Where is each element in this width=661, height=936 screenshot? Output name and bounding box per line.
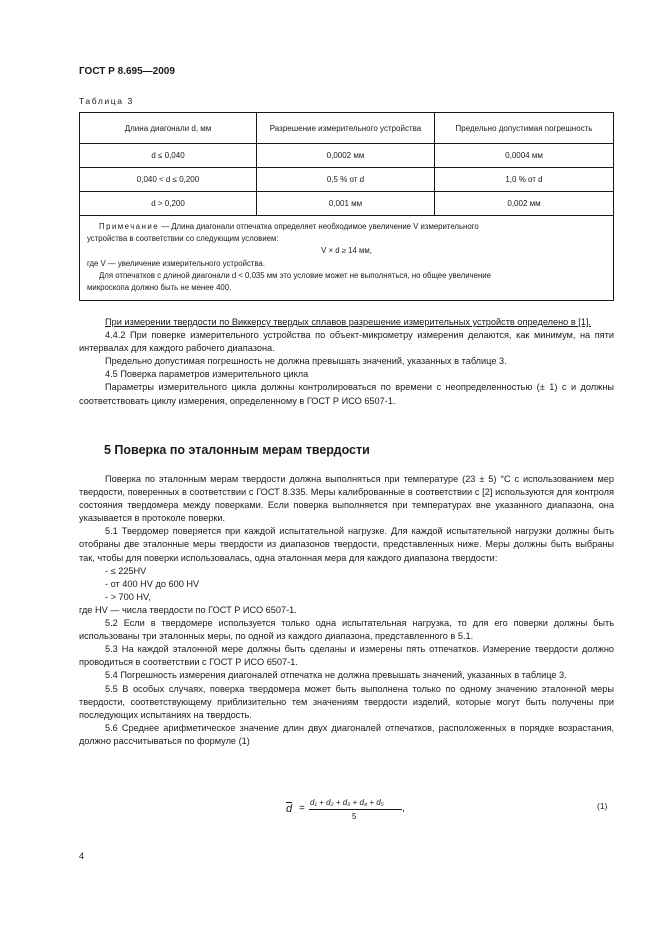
paragraph: 5.2 Если в твердомере используется только одна испытательная нагрузка, то для его поверки должны быть использованы три эталонных меры, по одной из каждого диапазона, представленного в 5.1.	[79, 618, 614, 642]
table-3	[79, 112, 614, 301]
table-cell: 0,0004 мм	[435, 144, 614, 168]
fraction-bar	[309, 809, 402, 810]
paragraph: 4.4.2 При поверке измерительного устройства по объект-микрометру измерения делаются, как минимум, на пяти интервалах для каждого рабочего диапазона.	[79, 330, 614, 354]
paragraph: 5.5 В особых случаях, поверка твердомера может быть выполнена только по одному значению эталонной меры твердости, соответствующему приблизительно тем значениям твердости изделий, которые могут быть получены при последующих испытаниях на твердость.	[79, 683, 614, 720]
table-header-row	[80, 113, 614, 144]
note-line	[87, 221, 606, 233]
formula-number: (1)	[597, 801, 608, 811]
table-cell: 0,002 мм	[435, 192, 614, 216]
table-row	[80, 192, 614, 216]
table-header-cell: Разрешение измерительного устройства	[257, 113, 435, 144]
note-line: где V — увеличение измерительного устройства.	[87, 258, 266, 268]
paragraph: Параметры измерительного цикла должны контролироваться по времени с неопределенностью (± 1) с и должны соответствовать циклу измерения, определенному в ГОСТ Р ИСО 6507-1.	[79, 382, 614, 406]
table-cell: d > 0,200	[80, 192, 257, 216]
list-item: - от 400 HV до 600 HV	[105, 578, 200, 589]
note-label: Примечание	[99, 222, 160, 231]
page-number: 4	[79, 851, 85, 861]
section-title: 5 Поверка по эталонным мерам твердости	[104, 443, 370, 457]
table-caption: Таблица 3	[79, 96, 134, 106]
paragraph: где HV — числа твердости по ГОСТ Р ИСО 6507-1.	[79, 604, 297, 615]
body-section-a	[79, 316, 614, 408]
table-cell: 1,0 % от d	[435, 168, 614, 192]
paragraph: 5.1 Твердомер поверяется при каждой испытательной нагрузке. Для каждой испытательной нагрузки должны быть отобраны две эталонные меры твердости из диапазонов твердости, представленных ниже. Меры должны быть выбраны так, чтобы для поверки использовалась, одна эталонная мера для каждого диапазона твердости:	[79, 526, 614, 563]
body-section-b	[79, 473, 614, 748]
table-cell: 0,040 < d ≤ 0,200	[80, 168, 257, 192]
paragraph: Предельно допустимая погрешность не должна превышать значений, указанных в таблице 3.	[105, 356, 507, 367]
note-line: микроскопа должно быть не менее 400.	[87, 283, 232, 293]
formula-denominator: 5	[352, 812, 357, 821]
paragraph: 5.6 Среднее арифметическое значение длин двух диагоналей отпечатков, расположенных в порядке возрастания, должно рассчитываться по формуле (1)	[79, 722, 614, 746]
formula	[286, 796, 416, 826]
table-cell: 0,001 мм	[257, 192, 435, 216]
formula-lhs: $\overline{d}$	[286, 803, 293, 815]
table-note	[80, 216, 614, 301]
table-header-cell: Предельно допустимая погрешность	[435, 113, 614, 144]
table-row	[80, 144, 614, 168]
paragraph: При измерении твердости по Виккерсу твердых сплавов разрешение измерительных устройств определено в [1].	[105, 317, 592, 327]
note-condition: V × d ≥ 14 мм,	[321, 246, 372, 256]
list-item: - ≤ 225HV	[105, 565, 147, 576]
table-note-row	[80, 216, 614, 301]
note-line: устройства в соответствии со следующим условием:	[87, 234, 279, 244]
table-header-cell: Длина диагонали d, мм	[80, 113, 257, 144]
formula-equals: =	[299, 803, 305, 814]
paragraph: 5.4 Погрешность измерения диагоналей отпечатка не должна превышать значений, указанных в таблице 3.	[105, 670, 567, 681]
paragraph: 4.5 Поверка параметров измерительного цикла	[105, 369, 309, 380]
paragraph: Поверка по эталонным мерам твердости должна выполняться при температуре (23 ± 5) °С с использованием мер твердости, поверенных в соответствии с ГОСТ 8.335. Меры калиброванные в соответствии с [2] используются для контроля состояния твердомера между поверками. Если поверка выполняется при температурах вне указанного диапазона, она указывается в протоколе поверки.	[79, 474, 614, 524]
note-line: Для отпечатков с длиной диагонали d < 0,035 мм это условие может не выполняться, но общее увеличение	[99, 270, 491, 280]
formula-numerator: d₁ + d₂ + d₃ + d₄ + d₅	[310, 798, 384, 807]
note-text: — Длина диагонали отпечатка определяет необходимое увеличение V измерительного	[159, 222, 479, 231]
document-header: ГОСТ Р 8.695—2009	[79, 66, 175, 77]
paragraph: 5.3 На каждой эталонной мере должны быть сделаны и измерены пять отпечатков. Измерение твердости должно проводиться в соответствии с ГОСТ Р ИСО 6507-1.	[79, 644, 614, 668]
table-cell: 0,5 % от d	[257, 168, 435, 192]
table-cell: d ≤ 0,040	[80, 144, 257, 168]
table-row	[80, 168, 614, 192]
table-cell: 0,0002 мм	[257, 144, 435, 168]
formula-end: ,	[402, 803, 405, 814]
list-item: - > 700 HV,	[105, 591, 151, 602]
